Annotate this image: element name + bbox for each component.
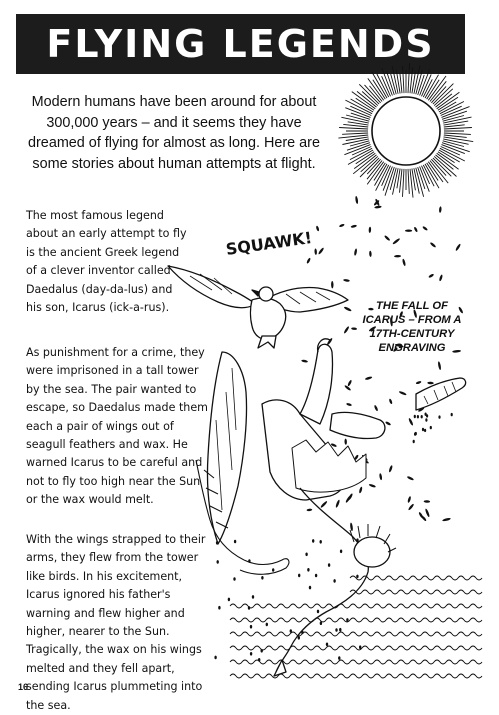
- page-title: FLYING LEGENDS: [46, 22, 435, 66]
- intro-paragraph: Modern humans have been around for about 300,000 years – and it seems they have dreamed of flying for almost as long. Here are some stories about human attempts at flight.: [28, 94, 320, 172]
- paragraph-punishment: As punishment for a crime, they were imprisoned in a tall tower by the sea. The pair wanted to escape, so Daedalus made them each a pair of wings out of seagull feathers and wax. He warned Icarus to be careful and not to fly too high near the Sun or the wax would melt.: [26, 346, 208, 507]
- seagull-icon: [168, 266, 348, 348]
- paragraph-legend: The most famous legend about an early attempt to fly is the ancient Greek legend of a clever inventor called Daedalus (day-da-lus) and his son, Icarus (ick-a-rus).: [26, 209, 187, 315]
- sea-waves: [230, 576, 482, 678]
- page-number: 16: [18, 682, 29, 692]
- squawk-text: SQUAWK!: [224, 228, 314, 259]
- illustration-caption: THE FALL OF ICARUS – FROM A 17TH-CENTURY ENGRAVING: [362, 300, 462, 354]
- sun-icon: [338, 63, 473, 198]
- paragraph-fall: With the wings strapped to their arms, they flew from the tower like birds. In his excitement, Icarus ignored his father's warning and flew higher and higher, nearer to the Sun. Tragically, the wax on his wings melted and they fell apart, sending Icarus plummeting into the sea.: [26, 533, 206, 712]
